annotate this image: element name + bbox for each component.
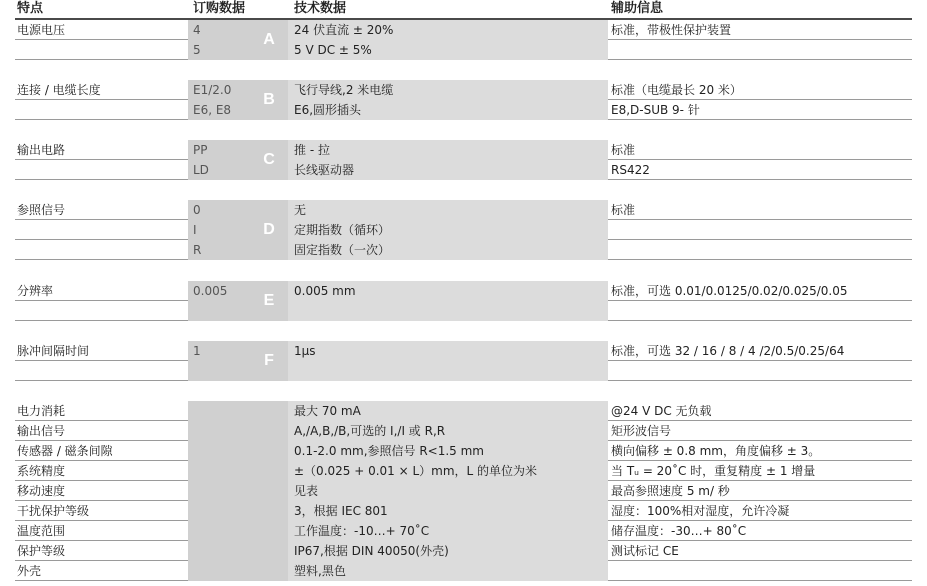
group-letter-marker: F xyxy=(264,352,274,369)
group-letter-marker: A xyxy=(263,31,275,48)
cell-feature: 温度范围 xyxy=(17,524,66,538)
cell-aux xyxy=(607,561,916,581)
cell-feature: 脉冲间隔时间 xyxy=(17,344,90,358)
cell-aux: @24 V DC 无负载 xyxy=(611,404,712,418)
cell-aux: 标准 xyxy=(611,143,636,157)
table-row xyxy=(15,100,912,120)
group-letter-marker: E xyxy=(263,292,275,309)
cell-tech: 无 xyxy=(288,200,608,220)
cell-feature xyxy=(15,100,185,120)
cell-feature xyxy=(15,40,185,60)
table-row xyxy=(15,80,912,100)
table-row xyxy=(15,341,912,361)
cell-feature: 传感器 / 磁条间隙 xyxy=(17,444,113,458)
cell-tech: ±（0.025 + 0.01 × L）mm，L 的单位为米 xyxy=(288,461,608,481)
cell-aux: E8,D-SUB 9- 针 xyxy=(611,103,700,117)
cell-tech: E6,圆形插头 xyxy=(288,100,608,120)
cell-aux xyxy=(607,361,916,381)
cell-tech xyxy=(288,301,608,321)
cell-tech: 见表 xyxy=(288,481,608,501)
cell-order: 0.005 xyxy=(188,281,293,301)
table-row xyxy=(15,461,912,481)
cell-aux: 标准，可选 32 / 16 / 8 / 4 /2/0.5/0.25/64 xyxy=(611,344,845,358)
cell-feature: 输出电路 xyxy=(17,143,66,157)
table-row xyxy=(15,200,912,220)
cell-order xyxy=(188,441,293,461)
cell-aux: 最高参照速度 5 m/ 秒 xyxy=(611,484,730,498)
cell-tech: 长线驱动器 xyxy=(288,160,608,180)
cell-aux: 横向偏移 ± 0.8 mm，角度偏移 ± 3。 xyxy=(611,444,821,458)
table-row xyxy=(15,240,912,260)
cell-tech: 推 - 拉 xyxy=(288,140,608,160)
cell-aux: 标准（电缆最长 20 米） xyxy=(611,83,742,97)
cell-tech: 24 伏直流 ± 20% xyxy=(288,20,608,40)
cell-feature: 电源电压 xyxy=(17,23,66,37)
cell-aux: 标准，带极性保护装置 xyxy=(611,23,732,37)
cell-tech: IP67,根据 DIN 40050(外壳) xyxy=(288,541,608,561)
table-row xyxy=(15,361,912,381)
cell-feature: 输出信号 xyxy=(17,424,66,438)
cell-aux: RS422 xyxy=(611,163,650,177)
table-row xyxy=(15,40,912,60)
cell-tech xyxy=(288,361,608,381)
table-row xyxy=(15,541,912,561)
table-row xyxy=(15,301,912,321)
table-row xyxy=(15,401,912,421)
cell-feature: 移动速度 xyxy=(17,484,66,498)
cell-order: LD xyxy=(188,160,293,180)
cell-tech: 0.005 mm xyxy=(288,281,608,301)
cell-order: 5 xyxy=(188,40,293,60)
cell-tech: 3，根据 IEC 801 xyxy=(288,501,608,521)
cell-order xyxy=(188,481,293,501)
cell-feature: 连接 / 电缆长度 xyxy=(17,83,101,97)
cell-aux: 湿度：100%相对湿度，允许冷凝 xyxy=(611,504,790,518)
cell-order xyxy=(188,421,293,441)
header-feature: 特点 xyxy=(17,1,44,16)
cell-feature xyxy=(15,301,185,321)
cell-feature xyxy=(15,361,185,381)
table-row xyxy=(15,140,912,160)
cell-tech: 飞行导线,2 米电缆 xyxy=(288,80,608,100)
cell-order xyxy=(188,461,293,481)
cell-tech: 固定指数（一次） xyxy=(288,240,608,260)
cell-feature: 系统精度 xyxy=(17,464,66,478)
cell-feature: 保护等级 xyxy=(17,544,66,558)
cell-feature xyxy=(15,220,185,240)
cell-order: 1 xyxy=(188,341,293,361)
cell-order: I xyxy=(188,220,293,240)
cell-tech: 1μs xyxy=(288,341,608,361)
cell-order xyxy=(188,561,293,581)
cell-order: PP xyxy=(188,140,293,160)
cell-aux xyxy=(607,220,916,240)
cell-aux: 标准，可选 0.01/0.0125/0.02/0.025/0.05 xyxy=(611,284,848,298)
cell-tech: 定期指数（循环） xyxy=(288,220,608,240)
header-aux: 辅助信息 xyxy=(611,1,664,16)
table-row xyxy=(15,441,912,461)
cell-feature: 干扰保护等级 xyxy=(17,504,90,518)
cell-order: 0 xyxy=(188,200,293,220)
header-tech: 技术数据 xyxy=(294,1,347,16)
cell-order: E6, E8 xyxy=(188,100,293,120)
cell-tech: 塑料,黑色 xyxy=(288,561,608,581)
cell-aux: 标准 xyxy=(611,203,636,217)
cell-order xyxy=(188,501,293,521)
table-row xyxy=(15,561,912,581)
group-letter-marker: D xyxy=(263,221,275,238)
cell-order: 4 xyxy=(188,20,293,40)
cell-tech: 5 V DC ± 5% xyxy=(288,40,608,60)
table-row xyxy=(15,20,912,40)
cell-order: E1/2.0 xyxy=(188,80,293,100)
cell-tech: 0.1-2.0 mm,参照信号 R<1.5 mm xyxy=(288,441,608,461)
cell-tech: 最大 70 mA xyxy=(288,401,608,421)
cell-feature xyxy=(15,160,185,180)
cell-order: R xyxy=(188,240,293,260)
cell-feature: 电力消耗 xyxy=(17,404,66,418)
header-order: 订购数据 xyxy=(193,1,246,16)
table-row xyxy=(15,220,912,240)
table-row xyxy=(15,421,912,441)
cell-order xyxy=(188,521,293,541)
table-row xyxy=(15,281,912,301)
cell-feature: 参照信号 xyxy=(17,203,66,217)
cell-feature: 外壳 xyxy=(17,564,42,578)
group-letter-marker: C xyxy=(263,151,275,168)
cell-aux xyxy=(607,301,916,321)
cell-aux xyxy=(607,40,916,60)
cell-aux: 储存温度：-30…+ 80˚C xyxy=(611,524,747,538)
cell-tech: A,/A,B,/B,可选的 I,/I 或 R,R xyxy=(288,421,608,441)
cell-order xyxy=(188,541,293,561)
table-row xyxy=(15,521,912,541)
cell-feature xyxy=(15,240,185,260)
cell-aux: 测试标记 CE xyxy=(611,544,679,558)
cell-aux xyxy=(607,240,916,260)
table-row xyxy=(15,160,912,180)
cell-aux: 当 Tᵤ = 20˚C 时，重复精度 ± 1 增量 xyxy=(611,464,816,478)
table-row xyxy=(15,501,912,521)
cell-aux: 矩形波信号 xyxy=(611,424,672,438)
table-row xyxy=(15,481,912,501)
cell-feature: 分辨率 xyxy=(17,284,54,298)
cell-tech: 工作温度：-10…+ 70˚C xyxy=(288,521,608,541)
cell-order xyxy=(188,401,293,421)
group-letter-marker: B xyxy=(263,91,275,108)
